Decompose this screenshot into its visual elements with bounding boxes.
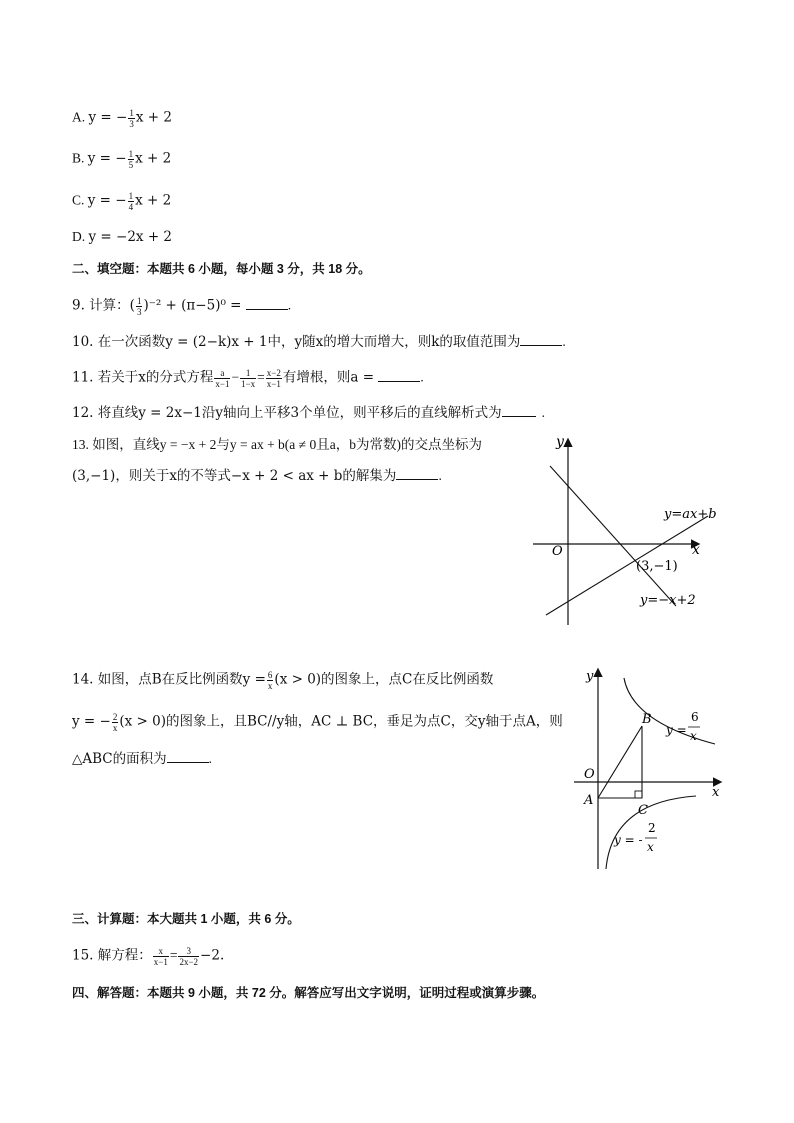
segment-ab <box>598 726 642 798</box>
y-axis-label: y <box>586 669 594 684</box>
figure-13 <box>528 430 728 630</box>
origin-label: O <box>552 544 563 559</box>
fraction: $\frac{1}{1-x}$ <box>241 368 256 389</box>
line-y-neg-x-2 <box>550 466 676 606</box>
fraction: $\frac{1}{5}$ <box>128 149 134 170</box>
answer-blank[interactable] <box>396 467 438 480</box>
question-13-line-2: (3,−1)，则关于x的不等式−x + 2 < ax + b的解集为 . <box>72 468 442 484</box>
question-14-line-2: y = − $\frac{2}{x}$ (x > 0)的图象上，且BC//y轴，AC ⊥ BC，垂足为点C，交y轴于点A，则 <box>72 712 563 733</box>
intersection-label: (3,−1) <box>636 559 678 574</box>
question-10: 10. 在一次函数y = (2−k)x + 1中，y随x的增大而增大，则k的取值范围为 . <box>72 334 566 350</box>
line-neg-x-2-label: y=−x+2 <box>640 593 696 608</box>
answer-blank[interactable] <box>378 369 420 382</box>
answer-blank[interactable] <box>167 750 209 763</box>
answer-blank[interactable] <box>246 297 288 310</box>
curve-2-label-pre: y = - <box>614 833 643 847</box>
fraction: $\frac{1}{4}$ <box>128 191 134 212</box>
question-12: 12. 将直线y = 2x−1沿y轴向上平移3个单位，则平移后的直线解析式为 . <box>72 405 545 421</box>
curve-1-label-num: 6 <box>691 710 699 724</box>
point-b-label: B <box>642 712 652 727</box>
question-13-line-1: 13. 如图，直线y = −x + 2与y = ax + b(a ≠ 0且a，b为常数)的交点坐标为 <box>72 437 482 452</box>
option-label: C. <box>72 192 85 208</box>
question-14-line-1: 14. 如图，点B在反比例函数y = $\frac{6}{x}$ (x > 0)的图象上，点C在反比例函数 <box>72 670 494 691</box>
x-axis-label: x <box>712 785 720 800</box>
option-label: A. <box>72 109 86 125</box>
answer-blank[interactable] <box>520 333 562 346</box>
line-ax-b-label: y=ax+b <box>664 507 717 522</box>
option-label: D. <box>72 229 86 244</box>
section-2-heading: 二、填空题：本题共 6 小题，每小题 3 分，共 18 分。 <box>72 262 371 276</box>
answer-blank[interactable] <box>502 404 536 417</box>
fraction: $\frac{x-2}{x-1}$ <box>266 368 281 389</box>
point-c-label: C <box>638 803 648 818</box>
figure-14 <box>570 664 740 874</box>
fraction: $\frac{1}{3}$ <box>136 296 142 317</box>
option-b: B. y = − $\frac{1}{5}$ x + 2 <box>72 149 172 170</box>
right-angle-mark <box>635 791 642 798</box>
fraction: $\frac{1}{3}$ <box>129 108 134 129</box>
option-label: B. <box>72 150 85 166</box>
section-4-heading: 四、解答题：本题共 9 小题，共 72 分。解答应写出文字说明，证明过程或演算步骤。 <box>72 986 545 1000</box>
point-a-label: A <box>584 793 594 808</box>
question-14-line-3: △ABC的面积为 . <box>72 751 213 767</box>
curve-1-label-pre: y = <box>666 723 687 737</box>
fraction: $\frac{a}{x-1}$ <box>215 368 230 389</box>
fraction: $\frac{x}{x-1}$ <box>153 946 168 967</box>
curve-2-label-den: x <box>647 840 654 854</box>
origin-label: O <box>584 767 595 782</box>
curve-1-label-den: x <box>690 729 697 743</box>
fraction: $\frac{2}{x}$ <box>112 712 118 733</box>
option-a: A. y = − $\frac{1}{3}$ x + 2 <box>72 108 172 129</box>
question-9: 9. 计算：( $\frac{1}{3}$ )⁻² + (π−5)⁰ = . <box>72 296 292 317</box>
x-axis-label: x <box>692 542 700 558</box>
question-15: 15. 解方程： $\frac{x}{x-1}$ = $\frac{3}{2x-2}$ −2. <box>72 946 225 967</box>
y-axis-label: y <box>556 434 564 450</box>
fraction: $\frac{3}{2x-2}$ <box>179 946 199 967</box>
fraction: $\frac{6}{x}$ <box>267 670 273 691</box>
option-c: C. y = − $\frac{1}{4}$ x + 2 <box>72 191 172 212</box>
option-d: D. y = −2x + 2 <box>72 229 173 245</box>
question-11: 11. 若关于x的分式方程 $\frac{a}{x-1}$ − $\frac{1}{1-x}$ = $\frac{x-2}{x-1}$ 有增根，则a = . <box>72 368 424 389</box>
section-3-heading: 三、计算题：本大题共 1 小题，共 6 分。 <box>72 912 300 926</box>
curve-2-label-num: 2 <box>648 821 656 835</box>
